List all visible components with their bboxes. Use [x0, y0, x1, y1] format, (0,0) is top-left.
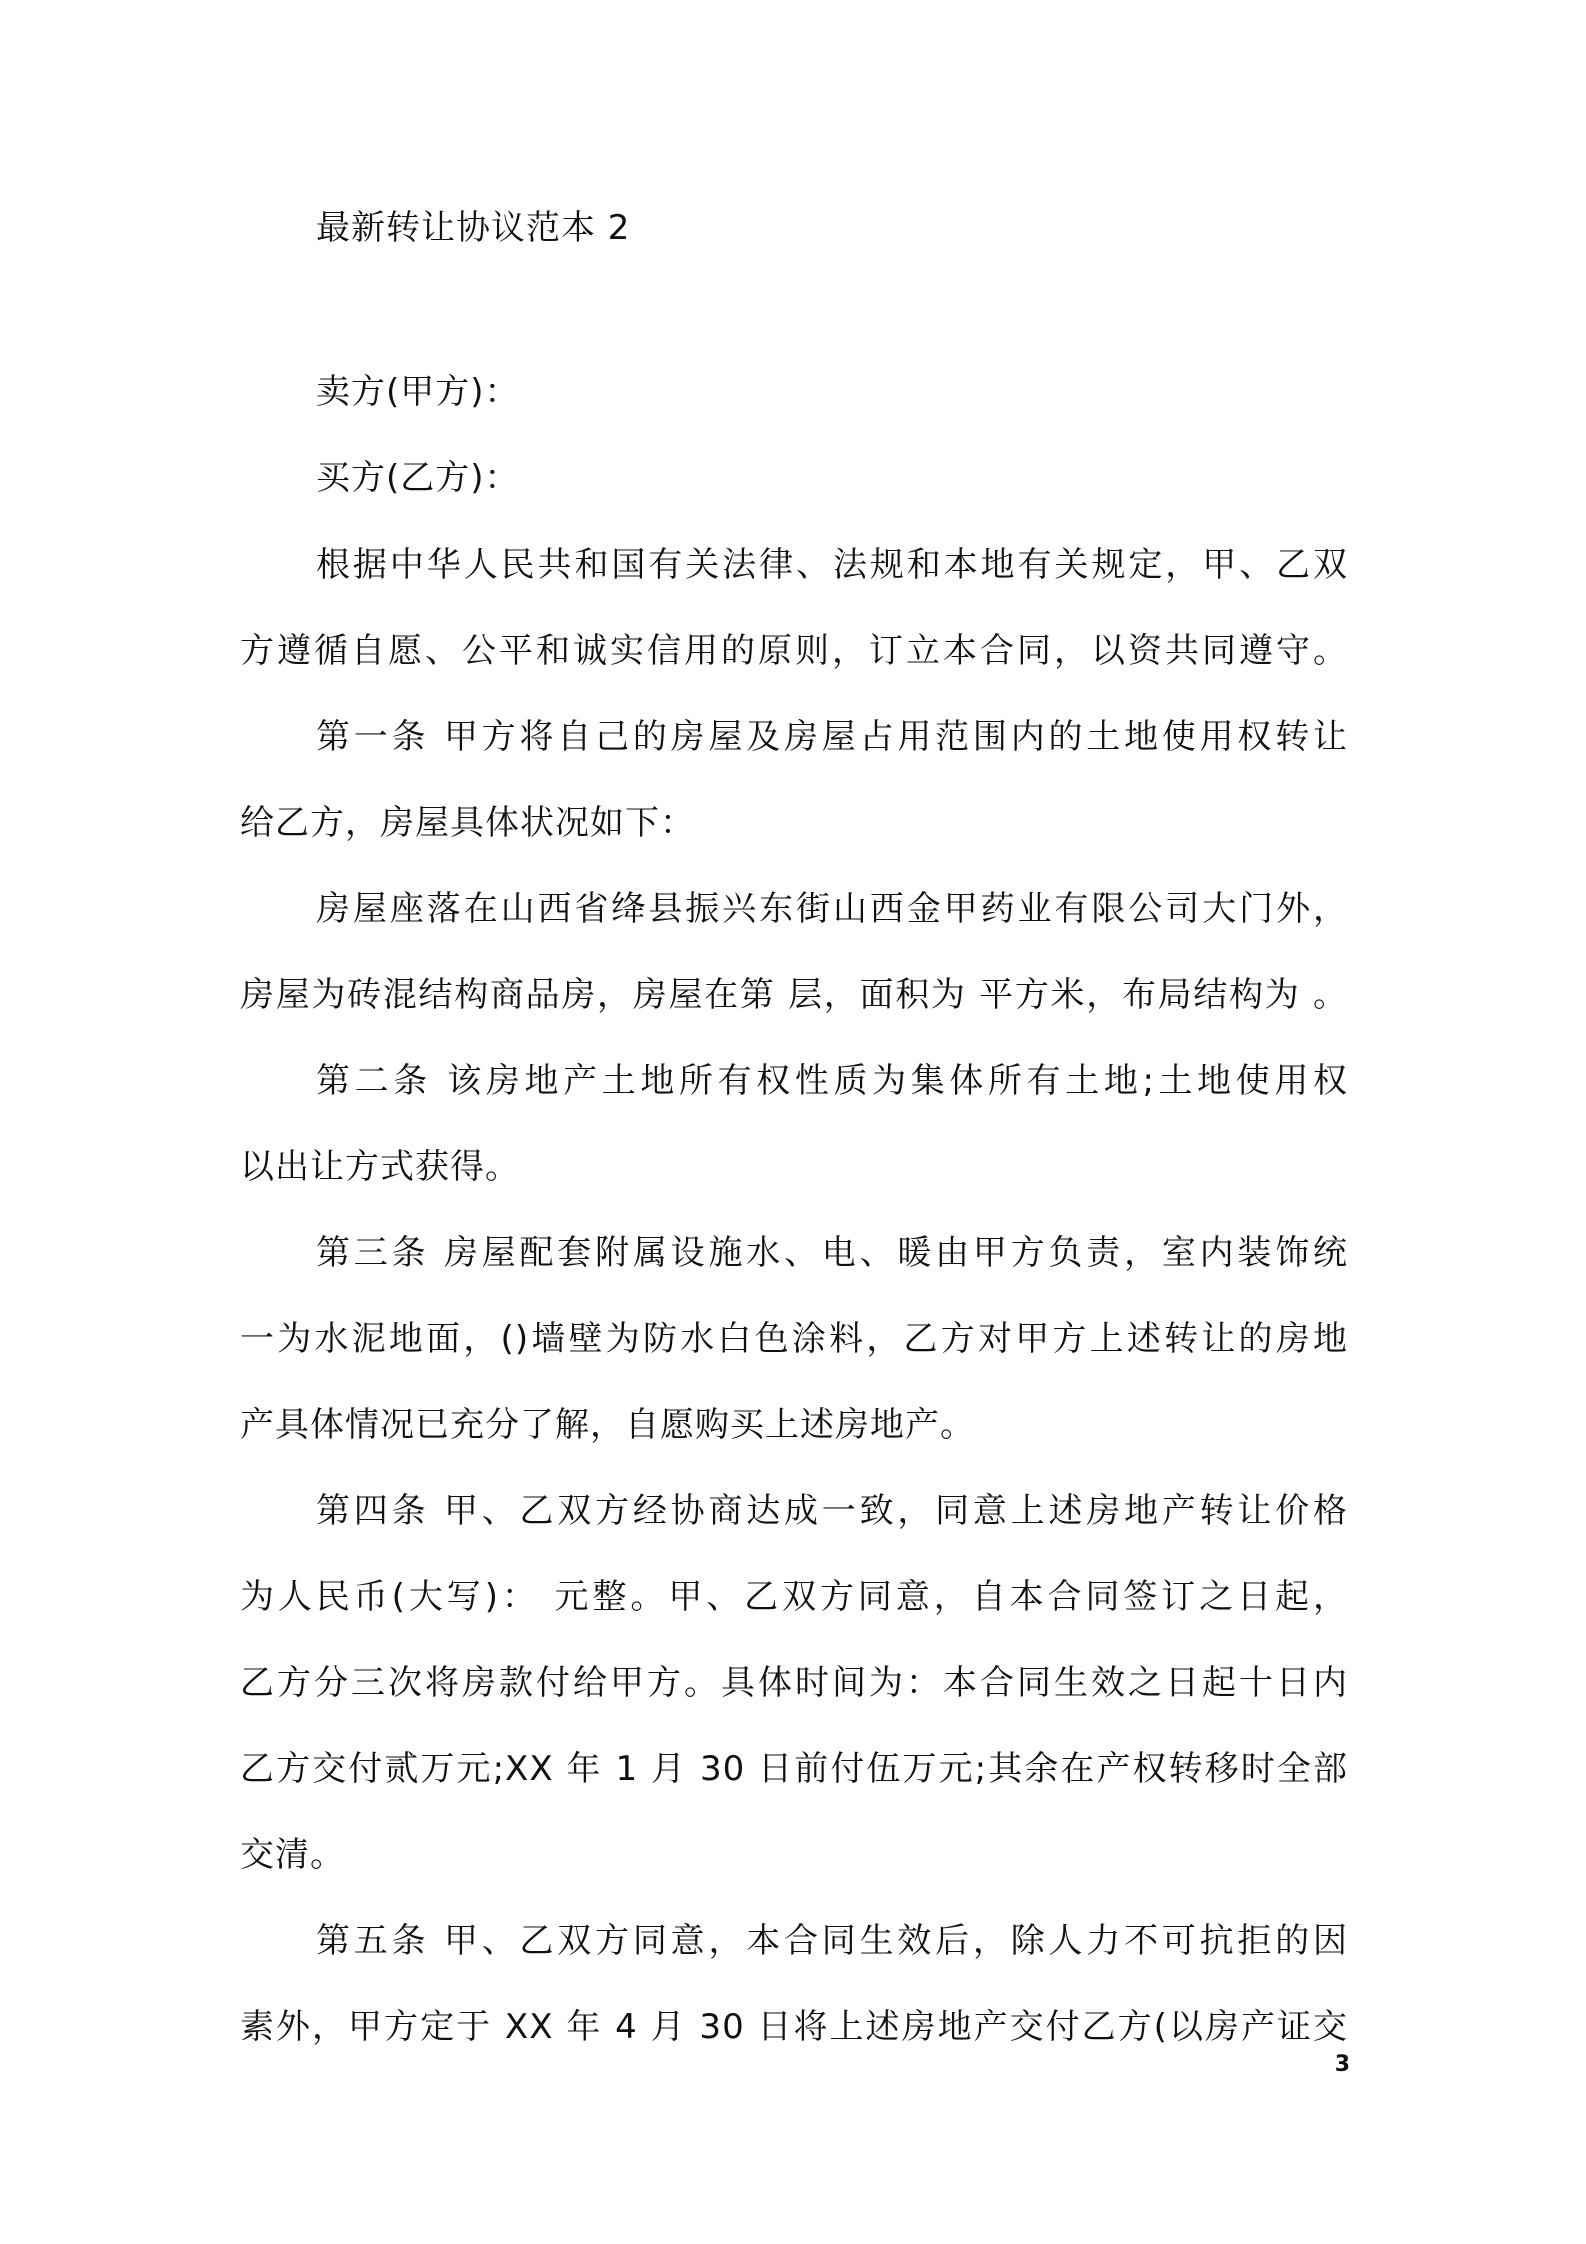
article-5-line-2: 素外，甲方定于 XX 年 4 月 30 日将上述房地产交付乙方(以房产证交 — [240, 2007, 1348, 2047]
article-3-line-3: 产具体情况已充分了解，自愿购买上述房地产。 — [240, 1405, 975, 1445]
article-4-line-2: 为人民币(大写)： 元整。甲、乙双方同意，自本合同签订之日起， — [240, 1577, 1348, 1617]
article-5-line-1: 第五条 甲、乙双方同意，本合同生效后，除人力不可抗拒的因 — [316, 1921, 1348, 1961]
article-4-line-1: 第四条 甲、乙双方经协商达成一致，同意上述房地产转让价格 — [316, 1491, 1348, 1531]
article-1-line-1: 第一条 甲方将自己的房屋及房屋占用范围内的土地使用权转让 — [316, 717, 1348, 757]
buyer-label: 买方(乙方)： — [316, 458, 520, 498]
article-4-line-5: 交清。 — [240, 1835, 345, 1875]
paragraph-intro-line-1: 根据中华人民共和国有关法律、法规和本地有关规定，甲、乙双 — [316, 545, 1348, 585]
article-3-line-1: 第三条 房屋配套附属设施水、电、暖由甲方负责，室内装饰统 — [316, 1233, 1348, 1273]
article-4-line-3: 乙方分三次将房款付给甲方。具体时间为：本合同生效之日起十日内 — [240, 1663, 1348, 1703]
article-3-line-2: 一为水泥地面，()墙壁为防水白色涂料，乙方对甲方上述转让的房地 — [240, 1319, 1348, 1359]
page-number: 3 — [1334, 2052, 1350, 2077]
property-location-line-2: 房屋为砖混结构商品房，房屋在第 层，面积为 平方米，布局结构为 。 — [240, 975, 1348, 1015]
article-1-line-2: 给乙方，房屋具体状况如下： — [240, 803, 695, 843]
document-title: 最新转让协议范本 2 — [316, 208, 631, 248]
paragraph-intro-line-2: 方遵循自愿、公平和诚实信用的原则，订立本合同，以资共同遵守。 — [240, 631, 1348, 671]
article-2-line-2: 以出让方式获得。 — [240, 1147, 520, 1187]
article-4-line-4: 乙方交付贰万元;XX 年 1 月 30 日前付伍万元;其余在产权转移时全部 — [240, 1749, 1348, 1789]
article-2-line-1: 第二条 该房地产土地所有权性质为集体所有土地;土地使用权 — [316, 1061, 1348, 1101]
seller-label: 卖方(甲方)： — [316, 372, 520, 412]
property-location-line-1: 房屋座落在山西省绛县振兴东街山西金甲药业有限公司大门外， — [316, 889, 1348, 929]
